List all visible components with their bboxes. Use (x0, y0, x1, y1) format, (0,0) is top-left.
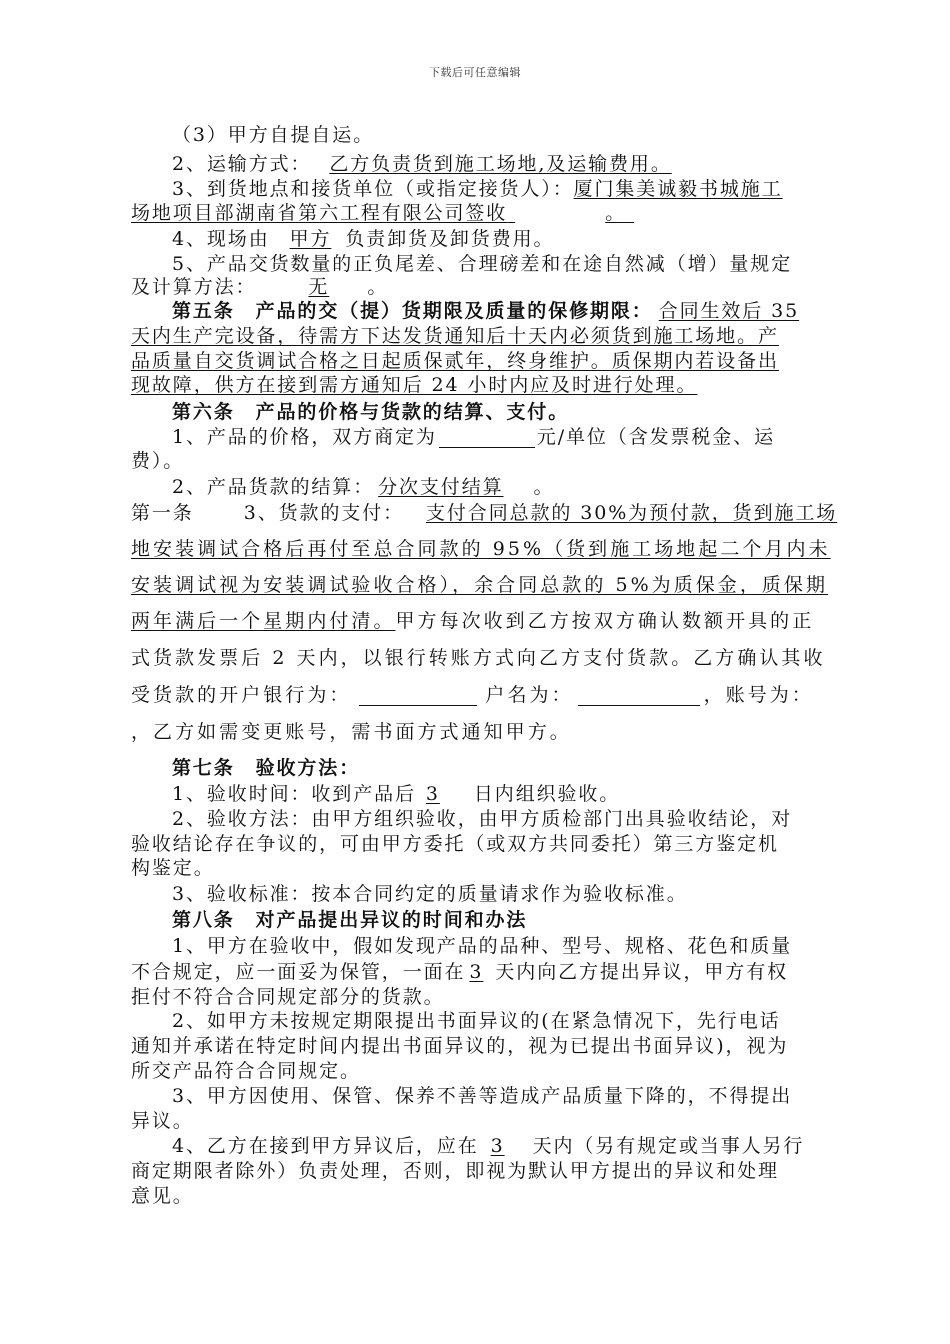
article-6-heading: 第六条 产品的价格与货款的结算、支付。 (172, 401, 570, 423)
text-line: （3）甲方自提自运。 (172, 124, 375, 146)
text-line: 验收结论存在争议的，可由甲方委托（或双方共同委托）第三方鉴定机 (131, 833, 779, 855)
text-line: 通知并承诺在特定时间内提出书面异议的，视为已提出书面异议)，视为 (131, 1035, 789, 1057)
text-line: 所交产品符合合同规定。 (131, 1060, 361, 1082)
text-line: 2、产品货款的结算： 分次支付结算 。 (172, 476, 555, 498)
text-line (172, 300, 799, 322)
text-line: 费）。 (131, 450, 185, 472)
text-line: ，乙方如需变更账号，需书面方式通知甲方。 (131, 721, 572, 743)
text-line: 式货款发票后 2 天内，以银行转账方式向乙方支付货款。乙方确认其收 (131, 647, 826, 669)
text-line: 意见。 (131, 1185, 194, 1207)
text-line (172, 401, 569, 423)
text-line: 1、甲方在验收中，假如发现产品的品种、型号、规格、花色和质量 (172, 935, 793, 957)
delivery-location-field: 厦门集美诚毅书城施工 (573, 178, 783, 200)
text-line: 2、运输方式： 乙方负责货到施工场地,及运输费用。 (172, 153, 682, 175)
article-7-heading: 第七条 验收方法： (172, 757, 361, 779)
unloading-party-field: 甲方 (289, 228, 332, 250)
objection-days-field: 3 (469, 961, 484, 983)
text-line: 第一条 3、货款的支付： 支付合同总款的 30%为预付款，货到施工场 (131, 502, 838, 524)
text-line: 异议。 (131, 1110, 194, 1132)
text-line: 场地项目部湖南省第六工程有限公司签收 。 (131, 202, 627, 224)
bank-name-blank (359, 687, 477, 706)
text-line: 及计算方法： 无 。 (131, 276, 389, 298)
text-line: 4、乙方在接到甲方异议后，应在 3 天内（另有规定或当事人另行 (172, 1135, 805, 1157)
text-line: 1、产品的价格，双方商定为 元/单位（含发票税金、运 (172, 426, 775, 448)
text-line: 3、甲方因使用、保管、保养不善等造成产品质量下降的，不得提出 (172, 1085, 793, 1107)
text-line: 2、如甲方未按规定期限提出书面异议的(在紧急情况下，先行电话 (172, 1010, 781, 1032)
calculation-method-field: 无 (308, 276, 330, 298)
text-line: 安装调试视为安装调试验收合格），余合同总款的 5%为质保金，质保期 (131, 574, 829, 596)
text-line: 3、到货地点和接货单位（或指定接货人）：厦门集美诚毅书城施工 (172, 178, 783, 200)
text-line (172, 757, 360, 779)
page-header-note: 下载后可任意编辑 (429, 66, 521, 79)
text-line: 5、产品交货数量的正负尾差、合理磅差和在途自然减（增）量规定 (172, 253, 793, 275)
inspection-days-field: 3 (425, 783, 440, 805)
delivery-term-field: 合同生效后 35 (658, 300, 800, 322)
text-line: 3、验收标准：按本合同约定的质量请求作为验收标准。 (172, 883, 688, 905)
text-line: 2、验收方法：由甲方组织验收，由甲方质检部门出具验收结论，对 (172, 808, 793, 830)
text-line: 构鉴定。 (131, 857, 215, 879)
handling-days-field: 3 (490, 1135, 505, 1157)
text-line: 受货款的开户银行为： 户名为： ，账号为： (131, 684, 814, 706)
article-8-heading: 第八条 对产品提出异议的时间和办法 (172, 909, 528, 931)
text-line: 现故障，供方在接到需方通知后 24 小时内应及时进行处理。 (131, 374, 698, 396)
text-line: 拒付不符合合同规定部分的货款。 (131, 986, 445, 1008)
text-line: 两年满后一个星期内付清。甲方每次收到乙方按双方确认数额开具的正 (131, 610, 815, 632)
account-name-blank (578, 687, 700, 706)
settlement-method-field: 分次支付结算 (378, 476, 504, 498)
text-line: 地安装调试合格后再付至总合同款的 95%（货到施工场地起二个月内未 (131, 538, 831, 560)
text-line: 不合规定，应一面妥为保管，一面在 3 天内向乙方提出异议，甲方有权 (131, 961, 789, 983)
unit-price-blank (439, 429, 535, 448)
text-line: 品质量自交货调试合格之日起质保贰年，终身维护。质保期内若设备出 (131, 350, 779, 372)
article-5-heading: 第五条 产品的交（提）货期限及质量的保修期限： (172, 300, 653, 322)
text-line: 天内生产完设备，待需方下达发货通知后十天内必须货到施工场地。产 (131, 325, 779, 347)
text-line: 商定期限者除外）负责处理，否则，即视为默认甲方提出的异议和处理 (131, 1160, 779, 1182)
delivery-location-field-cont: 场地项目部湖南省第六工程有限公司签收 (131, 202, 508, 224)
text-line: 4、现场由 甲方 负责卸货及卸货费用。 (172, 228, 555, 250)
transport-method-field: 乙方负责货到施工场地,及运输费用。 (329, 153, 672, 175)
payment-terms-field: 支付合同总款的 30%为预付款，货到施工场 (426, 502, 838, 524)
text-line: 1、验收时间：收到产品后 3 日内组织验收。 (172, 783, 621, 805)
text-line (172, 909, 527, 931)
